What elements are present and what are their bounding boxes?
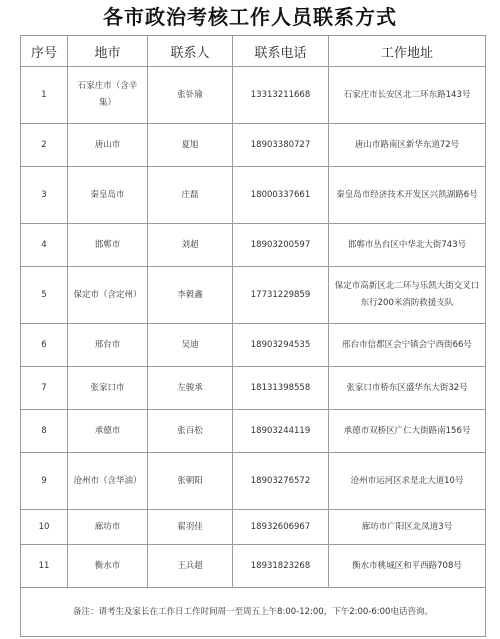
table-header-row	[21, 36, 486, 67]
cell-city: 沧州市（含华油）	[68, 453, 148, 510]
cell-address: 张家口市桥东区盛华东大街32号	[329, 367, 486, 410]
cell-city: 张家口市	[68, 367, 148, 410]
cell-phone: 18903380727	[233, 124, 329, 167]
cell-city: 承德市	[68, 410, 148, 453]
cell-city: 衡水市	[68, 545, 148, 588]
cell-city: 邢台市	[68, 324, 148, 367]
cell-contact: 左骏承	[148, 367, 233, 410]
cell-address: 邯郸市丛台区中华北大街743号	[329, 224, 486, 267]
cell-phone: 18903200597	[233, 224, 329, 267]
cell-city: 廊坊市	[68, 510, 148, 545]
cell-contact: 翟羽佳	[148, 510, 233, 545]
cell-phone: 17731229859	[233, 267, 329, 324]
cell-contact: 李毅鑫	[148, 267, 233, 324]
cell-seq: 11	[21, 545, 68, 588]
cell-phone: 18903244119	[233, 410, 329, 453]
cell-phone: 18931823268	[233, 545, 329, 588]
table-row	[21, 510, 486, 545]
cell-contact: 吴迪	[148, 324, 233, 367]
cell-phone: 13313211668	[233, 67, 329, 124]
cell-contact: 刘超	[148, 224, 233, 267]
cell-contact: 张钋瑜	[148, 67, 233, 124]
note-text: 备注：请考生及家长在工作日工作时间周一至周五上午8:00-12:00，下午2:00-6:00电话咨询。	[21, 588, 486, 637]
table-row	[21, 124, 486, 167]
cell-seq: 2	[21, 124, 68, 167]
cell-seq: 6	[21, 324, 68, 367]
table-row	[21, 267, 486, 324]
cell-address: 保定市高新区北二环与乐凯大街交叉口东行200米消防救援支队	[329, 267, 486, 324]
cell-address: 石家庄市长安区北二环东路143号	[329, 67, 486, 124]
table-row	[21, 167, 486, 224]
cell-seq: 7	[21, 367, 68, 410]
cell-address: 承德市双桥区广仁大街路南156号	[329, 410, 486, 453]
cell-phone: 18903294535	[233, 324, 329, 367]
note-row	[21, 588, 486, 637]
cell-address: 衡水市桃城区和平西路708号	[329, 545, 486, 588]
header-contact: 联系人	[148, 36, 233, 67]
cell-address: 秦皇岛市经济技术开发区兴凯湖路6号	[329, 167, 486, 224]
cell-contact: 夏旭	[148, 124, 233, 167]
cell-seq: 10	[21, 510, 68, 545]
cell-contact: 张朝阳	[148, 453, 233, 510]
cell-seq: 3	[21, 167, 68, 224]
table-row	[21, 545, 486, 588]
cell-contact: 王兵超	[148, 545, 233, 588]
cell-city: 石家庄市（含辛集）	[68, 67, 148, 124]
cell-city: 秦皇岛市	[68, 167, 148, 224]
header-seq: 序号	[21, 36, 68, 67]
cell-phone: 18000337661	[233, 167, 329, 224]
cell-address: 邢台市信都区会宁镇会宁西街66号	[329, 324, 486, 367]
cell-seq: 1	[21, 67, 68, 124]
table-row	[21, 453, 486, 510]
cell-contact: 庄磊	[148, 167, 233, 224]
cell-contact: 张百松	[148, 410, 233, 453]
page-title: 各市政治考核工作人员联系方式	[103, 5, 397, 29]
cell-address: 唐山市路南区新华东道72号	[329, 124, 486, 167]
cell-phone: 18903276572	[233, 453, 329, 510]
cell-city: 保定市（含定州）	[68, 267, 148, 324]
cell-seq: 8	[21, 410, 68, 453]
cell-seq: 5	[21, 267, 68, 324]
table-row	[21, 224, 486, 267]
table-row	[21, 324, 486, 367]
contacts-table	[20, 35, 486, 637]
table-row	[21, 410, 486, 453]
cell-address: 沧州市运河区求是北大道10号	[329, 453, 486, 510]
cell-city: 邯郸市	[68, 224, 148, 267]
cell-address: 廊坊市广阳区北凤道3号	[329, 510, 486, 545]
cell-seq: 9	[21, 453, 68, 510]
cell-city: 唐山市	[68, 124, 148, 167]
header-phone: 联系电话	[233, 36, 329, 67]
cell-phone: 18932606967	[233, 510, 329, 545]
table-row	[21, 67, 486, 124]
table-row	[21, 367, 486, 410]
cell-phone: 18131398558	[233, 367, 329, 410]
header-address: 工作地址	[329, 36, 486, 67]
header-city: 地市	[68, 36, 148, 67]
cell-seq: 4	[21, 224, 68, 267]
